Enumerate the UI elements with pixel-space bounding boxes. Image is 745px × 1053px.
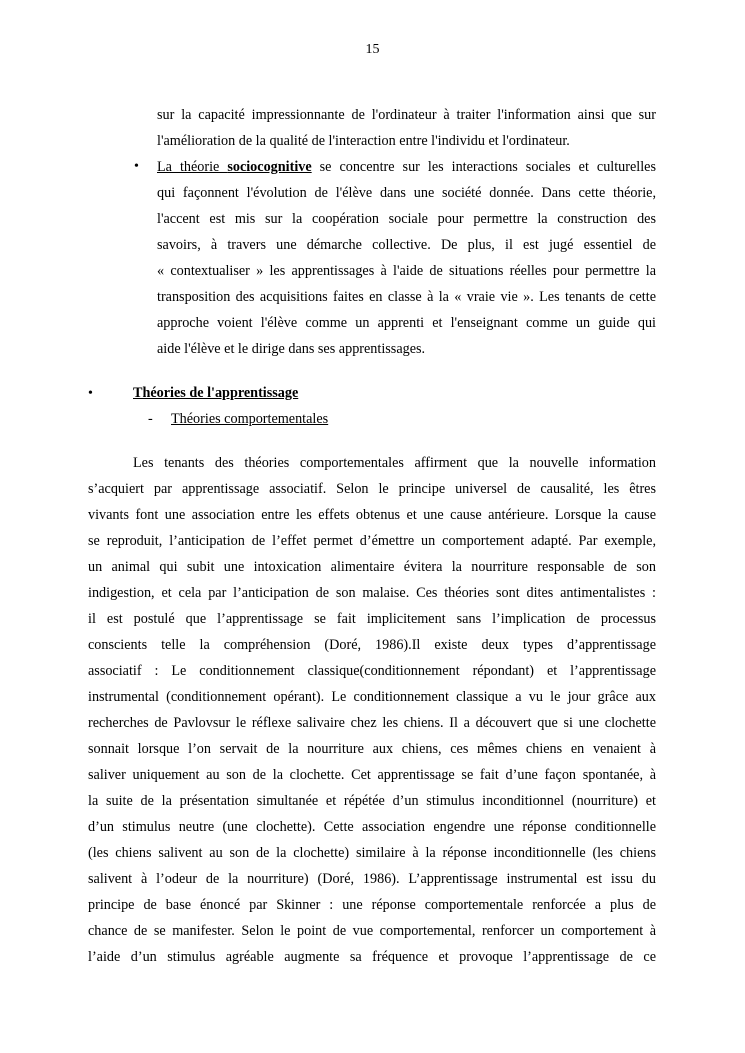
text-line: transposition des acquisitions faites en classe à la « vraie vie ». Les tenants de cette xyxy=(157,289,656,305)
text-line: l'amélioration de la qualité de l'interaction entre l'individu et l'ordinateur. xyxy=(157,133,570,149)
text-line: aide l'élève et le dirige dans ses apprentissages. xyxy=(157,341,426,357)
text-line: qui façonnent l'évolution de l'élève dans une société donnée. Dans cette théorie, xyxy=(157,185,656,201)
sociocognitive-label: La théorie sociocognitive xyxy=(157,159,312,175)
text-line: savoirs, à travers une démarche collective. De plus, il est jugé essentiel de xyxy=(157,237,656,253)
text-line: approche voient l'élève comme un apprenti et l'enseignant comme un guide qui xyxy=(157,315,656,331)
text-line: sur la capacité impressionnante de l'ordinateur à traiter l'information ainsi que sur xyxy=(157,107,656,123)
text-line: chance de se manifester. Selon le point de vue comportemental, renforcer un comportement à xyxy=(88,923,656,939)
text-line: saliver uniquement au son de la clochette. Cet apprentissage se fait d’une façon spontanée, à xyxy=(88,767,656,783)
text-line: recherches de Pavlovsur le réflexe salivaire chez les chiens. Il a découvert que si une clochette xyxy=(88,715,656,731)
text-line: il est postulé que l’apprentissage se fait implicitement sans l’implication de processus xyxy=(88,611,656,627)
text-line: « contextualiser » les apprentissages à l'aide de situations réelles pour permettre la xyxy=(157,263,656,279)
text-line: principe de base énoncé par Skinner : une réponse comportementale renforcée a plus de xyxy=(88,897,656,913)
text-line: Les tenants des théories comportementales affirment que la nouvelle information xyxy=(133,455,656,471)
text-line: salivent à l’odeur de la nourriture) (Doré, 1986). L’apprentissage instrumental est issu du xyxy=(88,871,656,887)
text-line: associatif : Le conditionnement classique(conditionnement répondant) et l’apprentissage xyxy=(88,663,656,679)
subheading-dash: - xyxy=(148,411,153,427)
section-heading: Théories de l'apprentissage xyxy=(133,385,299,401)
bullet-section: • xyxy=(88,386,93,401)
text-line: instrumental (conditionnement opérant). Le conditionnement classique a vu le jour grâce aux xyxy=(88,689,656,705)
text-line: conscients telle la compréhension (Doré, 1986).Il existe deux types d’apprentissage xyxy=(88,637,656,653)
text-line: sonnait lorsque l’on servait de la nourriture aux chiens, ces mêmes chiens en venaient à xyxy=(88,741,656,757)
bullet-sociocognitive: • xyxy=(134,159,139,174)
text-line: (les chiens salivent au son de la clochette) similaire à la réponse inconditionnelle (les chiens xyxy=(88,845,656,861)
text-line: s’acquiert par apprentissage associatif. Selon le principe universel de causalité, les êtres xyxy=(88,481,656,497)
sociocognitive-first-line: La théorie sociocognitive se concentre sur les interactions sociales et culturelles xyxy=(157,159,656,175)
text-line: d’un stimulus neutre (une clochette). Cette association engendre une réponse conditionnelle xyxy=(88,819,656,835)
text-line: indigestion, et cela par l’anticipation de son malaise. Ces théories sont dites antimentalistes : xyxy=(88,585,656,601)
text-line: l'accent est mis sur la coopération sociale pour permettre la construction des xyxy=(157,211,656,227)
text-line: un animal qui subit une intoxication alimentaire évitera la nourriture responsable de son xyxy=(88,559,656,575)
text-line: l’aide d’un stimulus agréable augmente sa fréquence et provoque l’apprentissage de ce xyxy=(88,949,656,965)
text-line: se reproduit, l’anticipation de l’effet permet d’émettre un comportement adapté. Par exemple, xyxy=(88,533,656,549)
subheading: Théories comportementales xyxy=(171,411,329,427)
text-line: la suite de la présentation simultanée et répétée d’un stimulus inconditionnel (nourriture) et xyxy=(88,793,656,809)
page-number: 15 xyxy=(365,42,380,57)
text-line: vivants font une association entre les effets obtenus et une cause antérieure. Lorsque la cause xyxy=(88,507,656,523)
